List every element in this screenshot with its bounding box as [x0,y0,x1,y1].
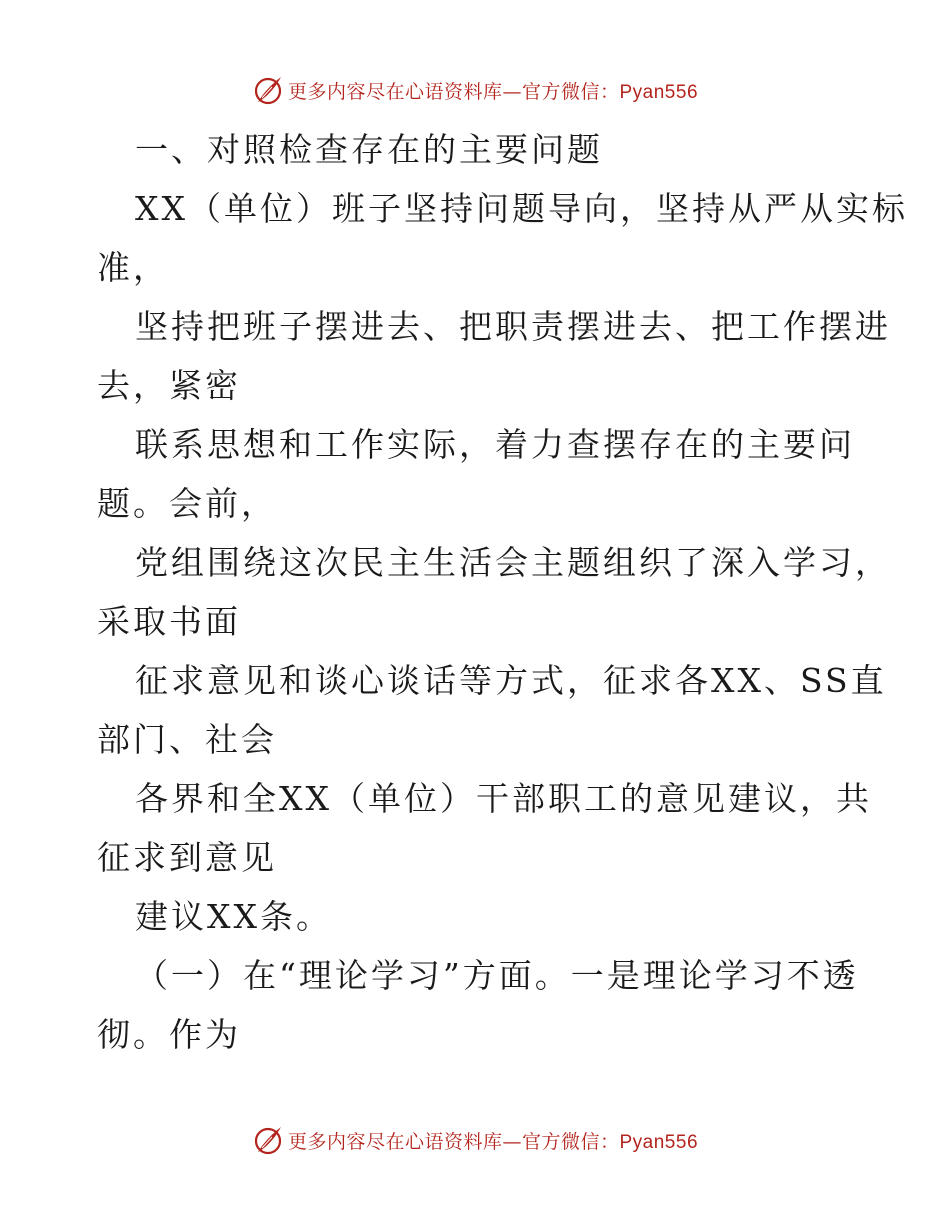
body-line: 准， [97,248,169,287]
feather-pen-logo-icon [252,1124,284,1156]
body-line: 征求到意见 [97,838,277,877]
footer-banner-text: 更多内容尽在心语资料库—官方微信：Pyan556 [287,1130,699,1153]
header-banner-text: 更多内容尽在心语资料库—官方微信：Pyan556 [287,80,699,103]
footer-wechat-id: Pyan556 [619,1131,699,1153]
body-line: （一）在“理论学习”方面。一是理论学习不透 [135,956,859,995]
body-line: 一、对照检查存在的主要问题 [135,130,603,169]
body-line: 党组围绕这次民主生活会主题组织了深入学习， [135,543,891,582]
body-line: 各界和全XX（单位）干部职工的意见建议，共 [135,779,872,818]
body-line: 联系思想和工作实际，着力查摆存在的主要问 [135,425,855,464]
footer-banner [0,1120,950,1160]
body-line: 去，紧密 [97,366,241,405]
body-line: 征求意见和谈心谈话等方式，征求各XX、SS直 [135,661,887,700]
body-line: 题。会前， [97,484,277,523]
body-line: 建议XX条。 [135,897,332,936]
body-line: 部门、社会 [97,720,277,759]
header-banner [0,70,950,110]
document-body [97,120,908,1064]
body-line: 采取书面 [97,602,241,641]
body-line: XX（单位）班子坚持问题导向，坚持从严从实标 [135,189,908,228]
feather-pen-logo-icon [252,74,284,106]
header-wechat-id: Pyan556 [619,81,699,103]
body-line: 坚持把班子摆进去、把职责摆进去、把工作摆进 [135,307,891,346]
body-line: 彻。作为 [97,1015,241,1054]
